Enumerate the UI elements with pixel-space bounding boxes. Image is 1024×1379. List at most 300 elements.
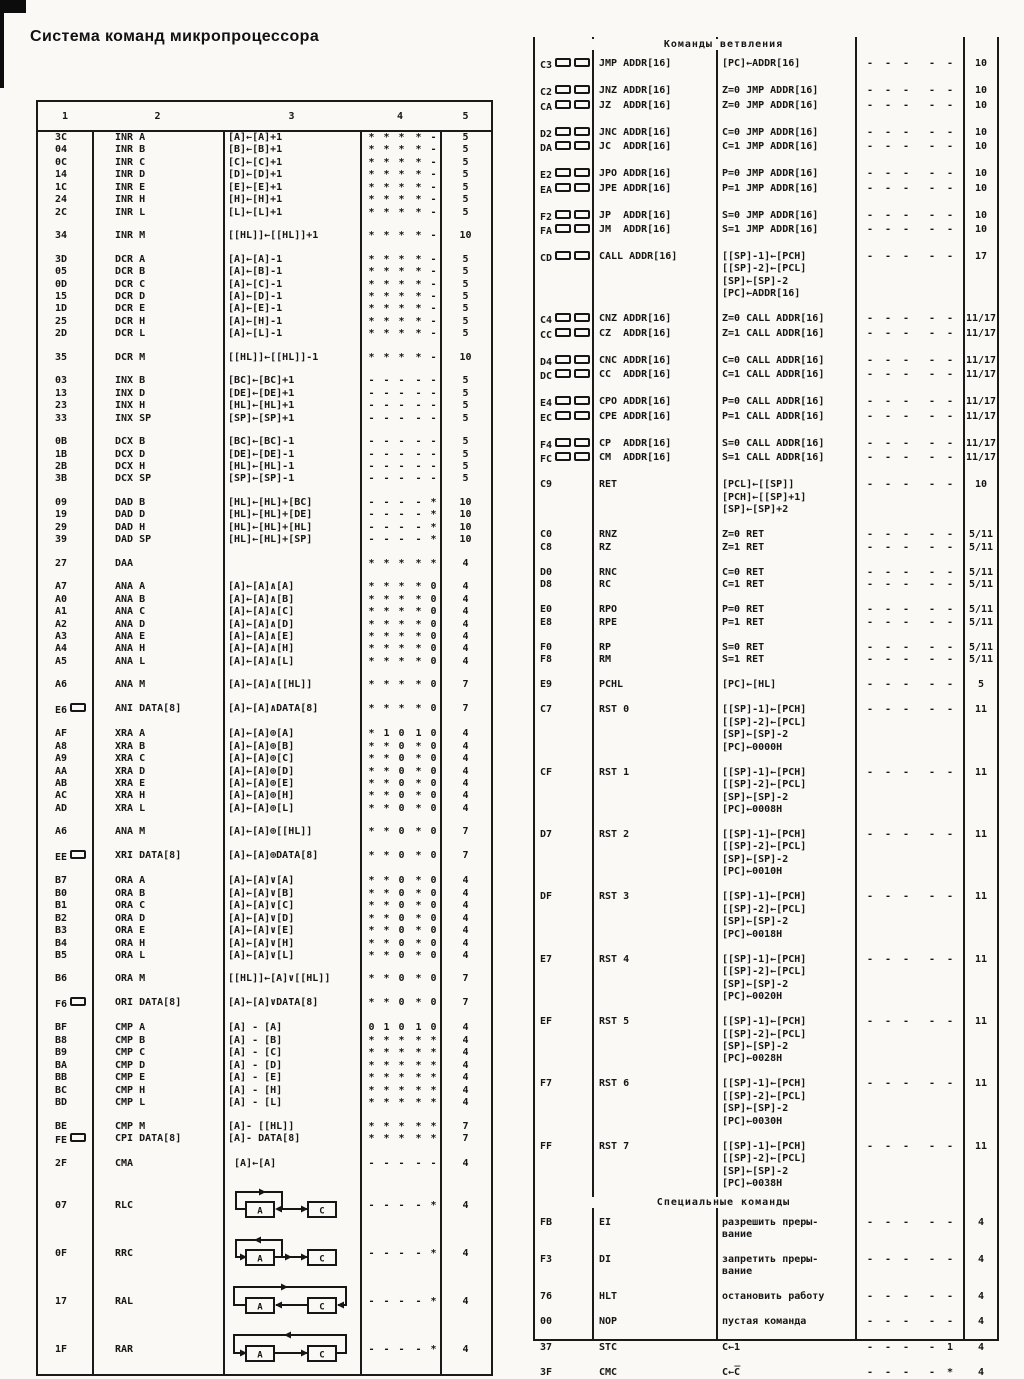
opcode-hex: 0D xyxy=(55,278,68,290)
flag-mark: - xyxy=(928,679,936,691)
cycles-cell: 11 xyxy=(974,704,988,716)
operation-line: [A]←[D]-1 xyxy=(228,290,283,302)
flag-mark: * xyxy=(415,1047,422,1059)
mnemonic-cell: CMA xyxy=(115,1158,134,1170)
flag-mark: - xyxy=(902,529,910,541)
table-row xyxy=(38,619,491,631)
cycles-cell: 5 xyxy=(462,400,469,412)
mnemonic-cell: RST 3 xyxy=(599,891,630,903)
data-byte-box-icon xyxy=(574,452,590,461)
opcode-hex: 24 xyxy=(55,194,68,206)
operation-line: [BC]←[BC]-1 xyxy=(228,436,295,448)
operation-line: [SP]←[SP]-2 xyxy=(722,978,789,990)
opcode-hex: 0F xyxy=(55,1247,68,1259)
table-row xyxy=(533,127,999,141)
flag-mark: * xyxy=(398,679,405,691)
flag-mark: 0 xyxy=(398,875,405,887)
flag-mark: 0 xyxy=(430,728,437,740)
flag-mark: * xyxy=(398,132,405,143)
cycles-cell: 5 xyxy=(462,412,469,424)
flag-mark: - xyxy=(368,412,375,424)
operation-line: [[SP]-1]←[PCH] xyxy=(722,953,807,965)
flag-mark: * xyxy=(415,937,422,949)
operation-cell xyxy=(223,594,360,606)
cycles-cell: 11/17 xyxy=(965,452,997,464)
flag-mark: - xyxy=(866,182,874,194)
flag-mark: - xyxy=(946,168,954,180)
flag-mark: * xyxy=(368,912,375,924)
operation-line: C=1 CALL ADDR[16] xyxy=(722,369,825,381)
flag-mark: - xyxy=(902,85,910,97)
mnemonic-cell: DAA xyxy=(115,557,134,569)
flag-mark: * xyxy=(415,1120,422,1132)
flags-cell xyxy=(855,411,963,423)
flag-mark: 0 xyxy=(398,740,405,752)
mnemonic-cell: XRI DATA[8] xyxy=(115,849,182,861)
flag-mark: - xyxy=(383,521,390,533)
flag-mark: * xyxy=(415,643,422,655)
operation-cell xyxy=(223,375,360,387)
operation-cell xyxy=(223,1097,360,1109)
flag-mark: - xyxy=(884,182,892,194)
row-gap xyxy=(38,815,491,826)
table-row xyxy=(533,704,999,754)
opcode-cell xyxy=(533,954,592,966)
flag-mark: 0 xyxy=(430,655,437,667)
flag-mark: 0 xyxy=(430,618,437,630)
operation-cell xyxy=(716,542,855,554)
cycles-cell: 11 xyxy=(974,953,988,965)
opcode-cell xyxy=(38,534,92,546)
mnemonic-cell: RST 1 xyxy=(599,766,630,778)
flags-cell xyxy=(360,279,440,291)
operation-line: [A] - [A] xyxy=(228,1022,283,1034)
operation-cell xyxy=(716,479,855,516)
opcode-cell xyxy=(38,803,92,815)
cycles-cell: 5 xyxy=(462,132,469,143)
flag-mark: - xyxy=(946,579,954,591)
flag-mark: - xyxy=(902,327,910,339)
table-row xyxy=(38,1121,491,1133)
mnemonic-cell: NOP xyxy=(599,1316,618,1328)
opcode-hex: F0 xyxy=(540,641,553,653)
opcode-cell xyxy=(38,1035,92,1047)
cycles-cell: 4 xyxy=(462,950,469,962)
operation-cell xyxy=(716,168,855,180)
flag-mark: - xyxy=(946,1016,954,1028)
flag-mark: - xyxy=(946,1291,954,1303)
operation-line: [[SP]-2]←[PCL] xyxy=(722,841,807,853)
cycles-cell: 11/17 xyxy=(965,396,997,408)
flags-cell xyxy=(360,1047,440,1059)
flag-mark: - xyxy=(902,410,910,422)
flag-mark: - xyxy=(866,1366,874,1378)
opcode-hex: 0C xyxy=(55,156,68,168)
flag-mark: * xyxy=(430,1133,437,1144)
flag-mark: - xyxy=(415,1295,422,1307)
flag-mark: * xyxy=(398,328,405,340)
opcode-hex: 0B xyxy=(55,436,68,448)
flag-mark: * xyxy=(415,315,422,327)
opcode-cell xyxy=(38,254,92,266)
opcode-hex: 00 xyxy=(540,1316,553,1328)
operation-line: вание xyxy=(722,1228,753,1240)
table-row xyxy=(38,400,491,412)
opcode-hex: A7 xyxy=(55,581,68,593)
table-row xyxy=(38,1035,491,1047)
operation-line: [A]←[A]∧[D] xyxy=(228,618,295,630)
opcode-cell xyxy=(38,157,92,169)
row-gap xyxy=(533,114,999,127)
opcode-cell xyxy=(38,1060,92,1072)
data-byte-box-icon xyxy=(70,997,86,1006)
flag-mark: * xyxy=(368,643,375,655)
flags-cell xyxy=(360,144,440,156)
cycles-cell: 4 xyxy=(462,1084,469,1096)
operation-cell xyxy=(223,766,360,778)
opcode-cell xyxy=(38,938,92,950)
flag-mark: - xyxy=(866,541,874,553)
opcode-hex: 37 xyxy=(540,1341,553,1353)
opcode-cell xyxy=(533,452,592,466)
flag-mark: * xyxy=(415,765,422,777)
flag-mark: 1 xyxy=(946,1341,954,1353)
mnemonic-cell: JC ADDR[16] xyxy=(599,141,672,152)
flags-cell xyxy=(360,594,440,606)
operation-line: [HL]←[HL]-1 xyxy=(228,460,295,472)
flag-mark: - xyxy=(884,224,892,235)
mnemonic-cell: ANA D xyxy=(115,618,146,630)
flag-mark: - xyxy=(928,479,936,491)
operation-line: [[SP]-1]←[PCH] xyxy=(722,891,807,903)
table-row xyxy=(38,461,491,473)
operation-line: [SP]←[SP]-2 xyxy=(722,1165,789,1177)
flag-mark: - xyxy=(398,1343,405,1355)
opcode-hex: 17 xyxy=(55,1295,68,1307)
flags-cell xyxy=(360,1133,440,1145)
table-row xyxy=(533,1316,999,1328)
operation-cell xyxy=(223,938,360,950)
mnemonic-cell: RNC xyxy=(599,566,618,578)
flag-mark: * xyxy=(368,181,375,193)
opcode-hex: 19 xyxy=(55,509,68,521)
mnemonic-cell: RST 6 xyxy=(599,1078,630,1090)
data-byte-box-icon xyxy=(555,168,571,177)
flags-cell xyxy=(360,303,440,315)
cycles-cell: 5/11 xyxy=(968,529,994,541)
flag-mark: - xyxy=(884,99,892,111)
row-gap xyxy=(533,155,999,168)
table-row xyxy=(533,328,999,342)
table-row xyxy=(38,497,491,509)
flag-mark: - xyxy=(430,387,437,399)
flag-mark: * xyxy=(415,996,422,1008)
operation-line: P=0 RET xyxy=(722,604,765,616)
flag-mark: * xyxy=(415,679,422,691)
operation-cell xyxy=(223,169,360,181)
flag-mark: - xyxy=(383,1158,390,1170)
flag-mark: * xyxy=(415,606,422,618)
cycles-cell: 11 xyxy=(974,1016,988,1028)
cycles-cell: 4 xyxy=(977,1253,985,1265)
cycles-cell: 7 xyxy=(462,973,469,985)
operation-line: [[HL]]←[A]∨[[HL]] xyxy=(228,973,331,985)
flag-mark: - xyxy=(430,132,437,143)
row-gap xyxy=(533,1279,999,1292)
mnemonic-cell: CALL ADDR[16] xyxy=(599,251,678,263)
operation-line: [A]←[A]⊕[E] xyxy=(228,778,295,790)
flag-mark: - xyxy=(430,412,437,424)
flags-cell xyxy=(855,328,963,340)
flag-mark: - xyxy=(928,327,936,339)
flag-mark: - xyxy=(884,410,892,422)
svg-text:C: C xyxy=(319,1254,325,1265)
data-byte-box-icon xyxy=(555,328,571,337)
operation-line: P=0 CALL ADDR[16] xyxy=(722,396,825,408)
operation-cell xyxy=(716,1316,855,1328)
svg-text:C: C xyxy=(319,1206,325,1217)
flag-mark: - xyxy=(866,1016,874,1028)
flags-cell xyxy=(360,913,440,925)
flag-mark: 0 xyxy=(398,996,405,1008)
flag-mark: * xyxy=(415,328,422,340)
cycles-cell: 5/11 xyxy=(968,604,994,616)
table-row xyxy=(533,438,999,452)
flag-mark: - xyxy=(368,1158,375,1170)
cycles-cell: 4 xyxy=(462,630,469,642)
flag-mark: - xyxy=(928,579,936,591)
table-row xyxy=(38,581,491,593)
operation-cell xyxy=(716,829,855,879)
flag-mark: - xyxy=(866,1341,874,1353)
cycles-cell: 5 xyxy=(977,679,985,691)
opcode-hex: D0 xyxy=(540,566,553,578)
flag-mark: * xyxy=(383,802,390,814)
flag-mark: - xyxy=(928,141,936,152)
operation-cell xyxy=(223,328,360,340)
flag-mark: - xyxy=(946,126,954,138)
flag-mark: * xyxy=(368,973,375,985)
flag-mark: - xyxy=(884,209,892,221)
flag-mark: * xyxy=(430,1199,437,1211)
flag-mark: - xyxy=(928,654,936,666)
cycles-cell: 7 xyxy=(462,679,469,691)
flag-mark: - xyxy=(928,541,936,553)
flag-mark: 0 xyxy=(398,912,405,924)
opcode-hex: B7 xyxy=(55,875,68,887)
cycles-cell: 4 xyxy=(462,887,469,899)
flag-mark: * xyxy=(398,194,405,206)
operation-cell xyxy=(223,254,360,266)
opcode-hex: B4 xyxy=(55,937,68,949)
opcode-hex: DA xyxy=(540,143,553,154)
row-gap xyxy=(533,692,999,705)
flag-mark: * xyxy=(368,900,375,912)
flag-mark: * xyxy=(368,194,375,206)
opcode-cell xyxy=(38,728,92,740)
flag-mark: * xyxy=(368,169,375,181)
table-row xyxy=(38,194,491,206)
flags-cell xyxy=(360,254,440,266)
opcode-cell xyxy=(38,132,92,144)
mnemonic-cell: RST 5 xyxy=(599,1016,630,1028)
operation-line: [A]←[A]⊕[C] xyxy=(228,753,295,765)
operation-cell xyxy=(223,778,360,790)
operation-line: [[HL]]←[[HL]]+1 xyxy=(228,230,319,242)
operation-line: Z=0 JMP ADDR[16] xyxy=(722,99,819,111)
flag-mark: 0 xyxy=(430,849,437,861)
table-row xyxy=(38,522,491,534)
opcode-hex: A5 xyxy=(55,655,68,667)
operation-line: [BC]←[BC]+1 xyxy=(228,375,295,387)
flag-mark: * xyxy=(398,1084,405,1096)
data-byte-box-icon xyxy=(555,438,571,447)
operation-cell xyxy=(223,631,360,643)
cycles-cell: 10 xyxy=(974,126,988,138)
flag-mark: 0 xyxy=(430,802,437,814)
operation-line: [[SP]-2]←[PCL] xyxy=(722,903,807,915)
cycles-cell: 10 xyxy=(459,496,472,508)
row-gap xyxy=(38,570,491,581)
table-row xyxy=(38,643,491,655)
mnemonic-cell: INR L xyxy=(115,206,146,218)
operation-line: [A]←[A] xyxy=(228,1158,277,1170)
flag-mark: * xyxy=(415,1084,422,1096)
opcode-hex: C0 xyxy=(540,529,553,541)
opcode-hex: 1F xyxy=(55,1343,68,1355)
table-row xyxy=(533,1217,999,1242)
flag-mark: - xyxy=(866,313,874,325)
flag-mark: * xyxy=(430,509,437,521)
flag-mark: * xyxy=(383,618,390,630)
flags-cell xyxy=(360,643,440,655)
operation-line: [A]←[A]∨[L] xyxy=(228,950,295,962)
table-row xyxy=(38,594,491,606)
flag-mark: - xyxy=(430,460,437,472)
flag-mark: * xyxy=(415,581,422,593)
opcode-hex: F3 xyxy=(540,1253,553,1265)
opcode-hex: C9 xyxy=(540,479,553,491)
flag-mark: - xyxy=(928,85,936,97)
flags-cell xyxy=(855,604,963,616)
cycles-cell: 4 xyxy=(462,655,469,667)
opcode-cell xyxy=(38,279,92,291)
flag-mark: - xyxy=(398,448,405,460)
table-row xyxy=(38,509,491,521)
mnemonic-cell: CMP A xyxy=(115,1022,146,1034)
opcode-hex: AF xyxy=(55,728,68,740)
flag-mark: * xyxy=(368,925,375,937)
opcode-hex: EA xyxy=(540,184,553,196)
flag-mark: - xyxy=(368,375,375,387)
operation-line: Z=0 CALL ADDR[16] xyxy=(722,313,825,325)
opcode-cell xyxy=(38,997,92,1011)
table-row xyxy=(38,473,491,485)
flag-mark: - xyxy=(902,182,910,194)
flag-mark: * xyxy=(398,144,405,156)
row-gap xyxy=(533,425,999,438)
flag-mark: - xyxy=(368,1247,375,1259)
flag-mark: - xyxy=(928,566,936,578)
opcode-hex: 05 xyxy=(55,266,68,278)
flag-mark: * xyxy=(398,290,405,302)
opcode-cell xyxy=(38,388,92,400)
cycles-cell: 10 xyxy=(459,534,472,546)
table-row xyxy=(533,767,999,817)
operation-line: [DE]←[DE]-1 xyxy=(228,448,295,460)
flag-mark: * xyxy=(368,950,375,962)
table-row xyxy=(533,891,999,941)
operation-cell xyxy=(716,58,855,70)
opcode-cell xyxy=(533,328,592,342)
flag-mark: - xyxy=(368,448,375,460)
opcode-cell xyxy=(38,656,92,668)
operation-cell xyxy=(716,313,855,325)
operation-line: [D]←[D]+1 xyxy=(228,169,283,181)
svg-text:A: A xyxy=(257,1206,263,1217)
flag-mark: * xyxy=(398,643,405,655)
flag-mark: - xyxy=(946,452,954,464)
opcode-hex: C8 xyxy=(540,541,553,553)
flag-mark: * xyxy=(398,181,405,193)
opcode-cell xyxy=(533,251,592,265)
data-byte-box-icon xyxy=(555,210,571,219)
cycles-cell: 10 xyxy=(974,479,988,491)
cycles-cell: 11/17 xyxy=(965,437,997,449)
operation-cell xyxy=(716,411,855,423)
flag-mark: - xyxy=(884,452,892,464)
operation-cell xyxy=(223,973,360,985)
opcode-hex: A1 xyxy=(55,606,68,618)
flag-mark: * xyxy=(368,230,375,242)
operation-cell xyxy=(223,888,360,900)
flags-cell xyxy=(855,529,963,541)
opcode-hex: C7 xyxy=(540,704,553,716)
cycles-cell: 4 xyxy=(462,802,469,814)
operation-cell xyxy=(223,230,360,242)
cycles-cell: 4 xyxy=(977,1341,985,1353)
flag-mark: * xyxy=(368,728,375,740)
flag-mark: - xyxy=(902,1341,910,1353)
column-header-1: 1 xyxy=(61,110,69,122)
table-row xyxy=(38,1133,491,1147)
cycles-cell: 4 xyxy=(462,753,469,765)
flag-mark: 0 xyxy=(430,643,437,655)
flag-mark: * xyxy=(368,1084,375,1096)
flag-mark: - xyxy=(430,473,437,485)
table-row xyxy=(533,1254,999,1279)
operation-cell xyxy=(716,617,855,629)
data-byte-box-icon xyxy=(555,452,571,461)
opcode-cell xyxy=(38,950,92,962)
operation-cell xyxy=(223,950,360,962)
flag-mark: 0 xyxy=(430,765,437,777)
flag-mark: * xyxy=(368,765,375,777)
flag-mark: - xyxy=(884,313,892,325)
operation-line: [PC]←0020H xyxy=(722,991,783,1003)
mnemonic-cell: XRA C xyxy=(115,753,146,765)
opcode-cell xyxy=(38,703,92,717)
operation-line: [H]←[H]+1 xyxy=(228,194,283,206)
flag-mark: * xyxy=(383,266,390,278)
operation-line: [A]←[A]∨[D] xyxy=(228,912,295,924)
table-row xyxy=(38,230,491,242)
mnemonic-cell: CMC xyxy=(599,1366,618,1378)
flag-mark: * xyxy=(383,630,390,642)
flag-mark: - xyxy=(884,1078,892,1090)
flag-mark: - xyxy=(866,327,874,339)
flag-mark: - xyxy=(946,953,954,965)
